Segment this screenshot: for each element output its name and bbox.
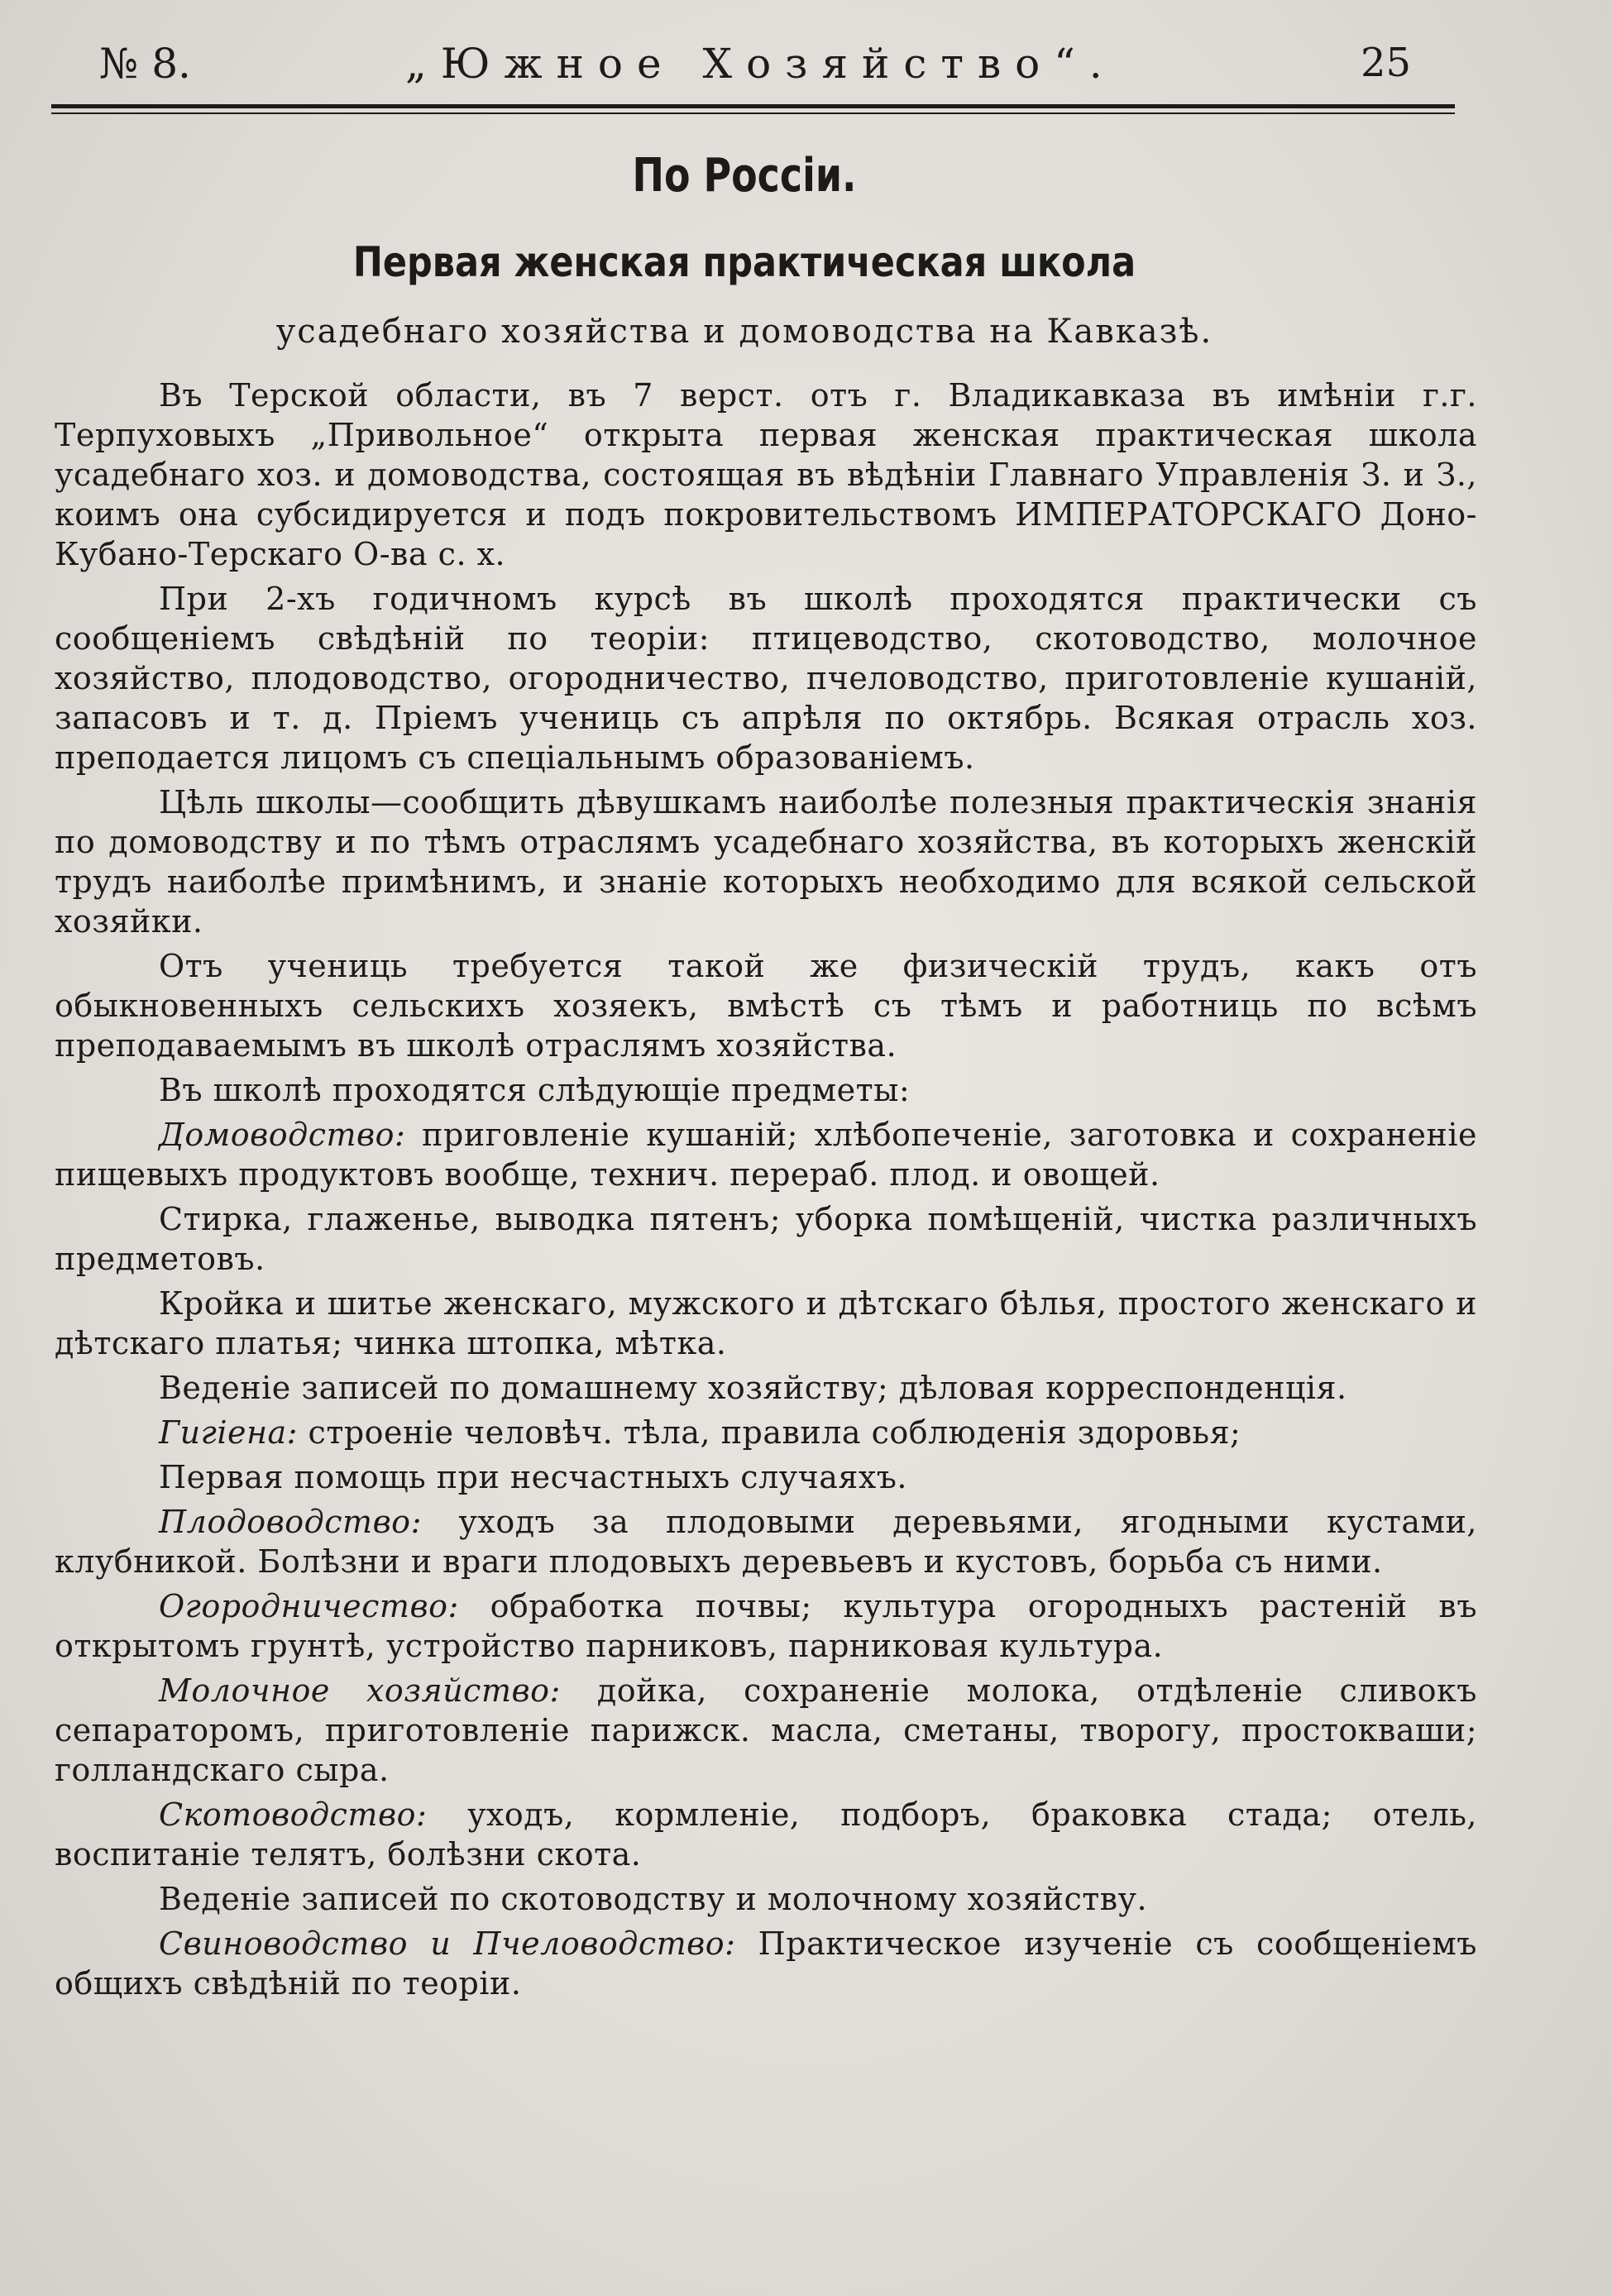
running-head <box>50 40 1456 101</box>
article-paragraph <box>55 1368 1477 1408</box>
paragraph-text: уходъ за плодовыми деревьями, ягодными кустами, клубникой. Болѣзни и враги плодовыхъ деревьевъ и кустовъ, борьба съ ними. <box>55 1504 1477 1580</box>
paragraph-text: строеніе человѣч. тѣла, правила соблюденія здоровья; <box>297 1414 1241 1451</box>
page-number: 25 <box>1361 40 1412 86</box>
subject-term: Молочное хозяйство: <box>159 1672 561 1709</box>
article-paragraph <box>55 1795 1477 1874</box>
paragraph-text: Практическое изученіе съ сообщеніемъ общихъ свѣдѣній по теоріи. <box>55 1925 1477 2002</box>
paragraph-text: Въ школѣ проходятся слѣдующіе предметы: <box>159 1072 911 1108</box>
subject-term: Свиноводство и Пчеловодство: <box>159 1925 736 1962</box>
paragraph-text: Стирка, глаженье, выводка пятенъ; уборка помѣщеній, чистка различныхъ предметовъ. <box>55 1201 1477 1277</box>
article-paragraph <box>55 1502 1477 1581</box>
paragraph-text: дойка, сохраненіе молока, отдѣленіе сливокъ сепараторомъ, приготовленіе парижск. масла, сметаны, творогу, простокваши; голландскаго сыра. <box>55 1672 1477 1788</box>
journal-title: „Южное Хозяйство“. <box>405 40 1117 88</box>
article-paragraph <box>55 1199 1477 1279</box>
article-paragraph <box>55 1924 1477 2003</box>
paragraph-text: Первая помощь при несчастныхъ случаяхъ. <box>159 1459 908 1495</box>
article-paragraph <box>55 1115 1477 1194</box>
section-heading: По Россіи. <box>632 149 857 203</box>
subject-term: Скотоводство: <box>159 1796 428 1833</box>
article-paragraph <box>55 1671 1477 1790</box>
article-paragraph <box>55 1284 1477 1363</box>
article-paragraph <box>55 1586 1477 1666</box>
paragraph-text: приговленіе кушаній; хлѣбопеченіе, заготовка и сохраненіе пищевыхъ продуктовъ вообще, технич. перераб. плод. и овощей. <box>55 1117 1477 1193</box>
article-paragraph <box>55 946 1477 1065</box>
article-paragraph <box>55 1457 1477 1497</box>
paragraph-text: Въ Терской области, въ 7 верст. отъ г. Владикавказа въ имѣніи г.г. Терпуховыхъ „Привольное“ открыта первая женская практическая школа усадебнаго хоз. и домоводства, состоящая въ вѣдѣніи Главнаго Управленія З. и З., коимъ она субсидируется и подъ покровительствомъ ИМПЕРАТОРСКАГО Доно-Кубано-Терскаго О-ва с. х. <box>55 377 1477 572</box>
header-rule-thick <box>51 104 1455 108</box>
subject-term: Огородничество: <box>159 1588 459 1624</box>
paragraph-text: Веденіе записей по домашнему хозяйству; дѣловая корреспонденція. <box>159 1370 1347 1406</box>
issue-number: № 8. <box>99 40 191 88</box>
paragraph-text: Отъ учениць требуется такой же физическій трудъ, какъ отъ обыкновенныхъ сельскихъ хозяекъ, вмѣстѣ съ тѣмъ и работниць по всѣмъ преподаваемымъ въ школѣ отраслямъ хозяйства. <box>55 948 1477 1064</box>
article-paragraph <box>55 782 1477 941</box>
article-paragraph <box>55 579 1477 777</box>
article-paragraph <box>55 375 1477 574</box>
subject-term: Плодоводство: <box>159 1504 422 1540</box>
article-paragraph <box>55 1070 1477 1110</box>
subject-term: Домоводство: <box>159 1117 406 1153</box>
paragraph-text: уходъ, кормленіе, подборъ, браковка стада; отель, воспитаніе телятъ, болѣзни скота. <box>55 1796 1477 1873</box>
paragraph-text: Кройка и шитье женскаго, мужского и дѣтскаго бѣлья, простого женскаго и дѣтскаго платья; чинка штопка, мѣтка. <box>55 1285 1477 1361</box>
article-paragraph <box>55 1879 1477 1919</box>
article-title: Первая женская практическая школа <box>352 238 1136 286</box>
subject-term: Гигіена: <box>159 1414 298 1451</box>
article-body <box>55 375 1477 2008</box>
paragraph-text: При 2-хъ годичномъ курсѣ въ школѣ проходятся практически съ сообщеніемъ свѣдѣній по теоріи: птицеводство, скотоводство, молочное хозяйство, плодоводство, огородничество, пчеловодство, приготовленіе кушаній, запасовъ и т. д. Пріемъ учениць съ апрѣля по октябрь. Всякая отрасль хоз. преподается лицомъ съ спеціальнымъ образованіемъ. <box>55 581 1477 776</box>
paragraph-text: обработка почвы; культура огородныхъ растеній въ открытомъ грунтѣ, устройство парниковъ, парниковая культура. <box>55 1588 1477 1664</box>
header-rule-thin <box>51 112 1455 114</box>
paragraph-text: Цѣль школы—сообщить дѣвушкамъ наиболѣе полезныя практическія знанія по домоводству и по тѣмъ отраслямъ усадебнаго хозяйства, въ которыхъ женскій трудъ наиболѣе примѣнимъ, и знаніе которыхъ необходимо для всякой сельской хозяйки. <box>55 784 1477 940</box>
article-subtitle: усадебнаго хозяйства и домоводства на Кавказѣ. <box>275 313 1213 351</box>
paragraph-text: Веденіе записей по скотоводству и молочному хозяйству. <box>159 1881 1148 1917</box>
article-paragraph <box>55 1413 1477 1452</box>
